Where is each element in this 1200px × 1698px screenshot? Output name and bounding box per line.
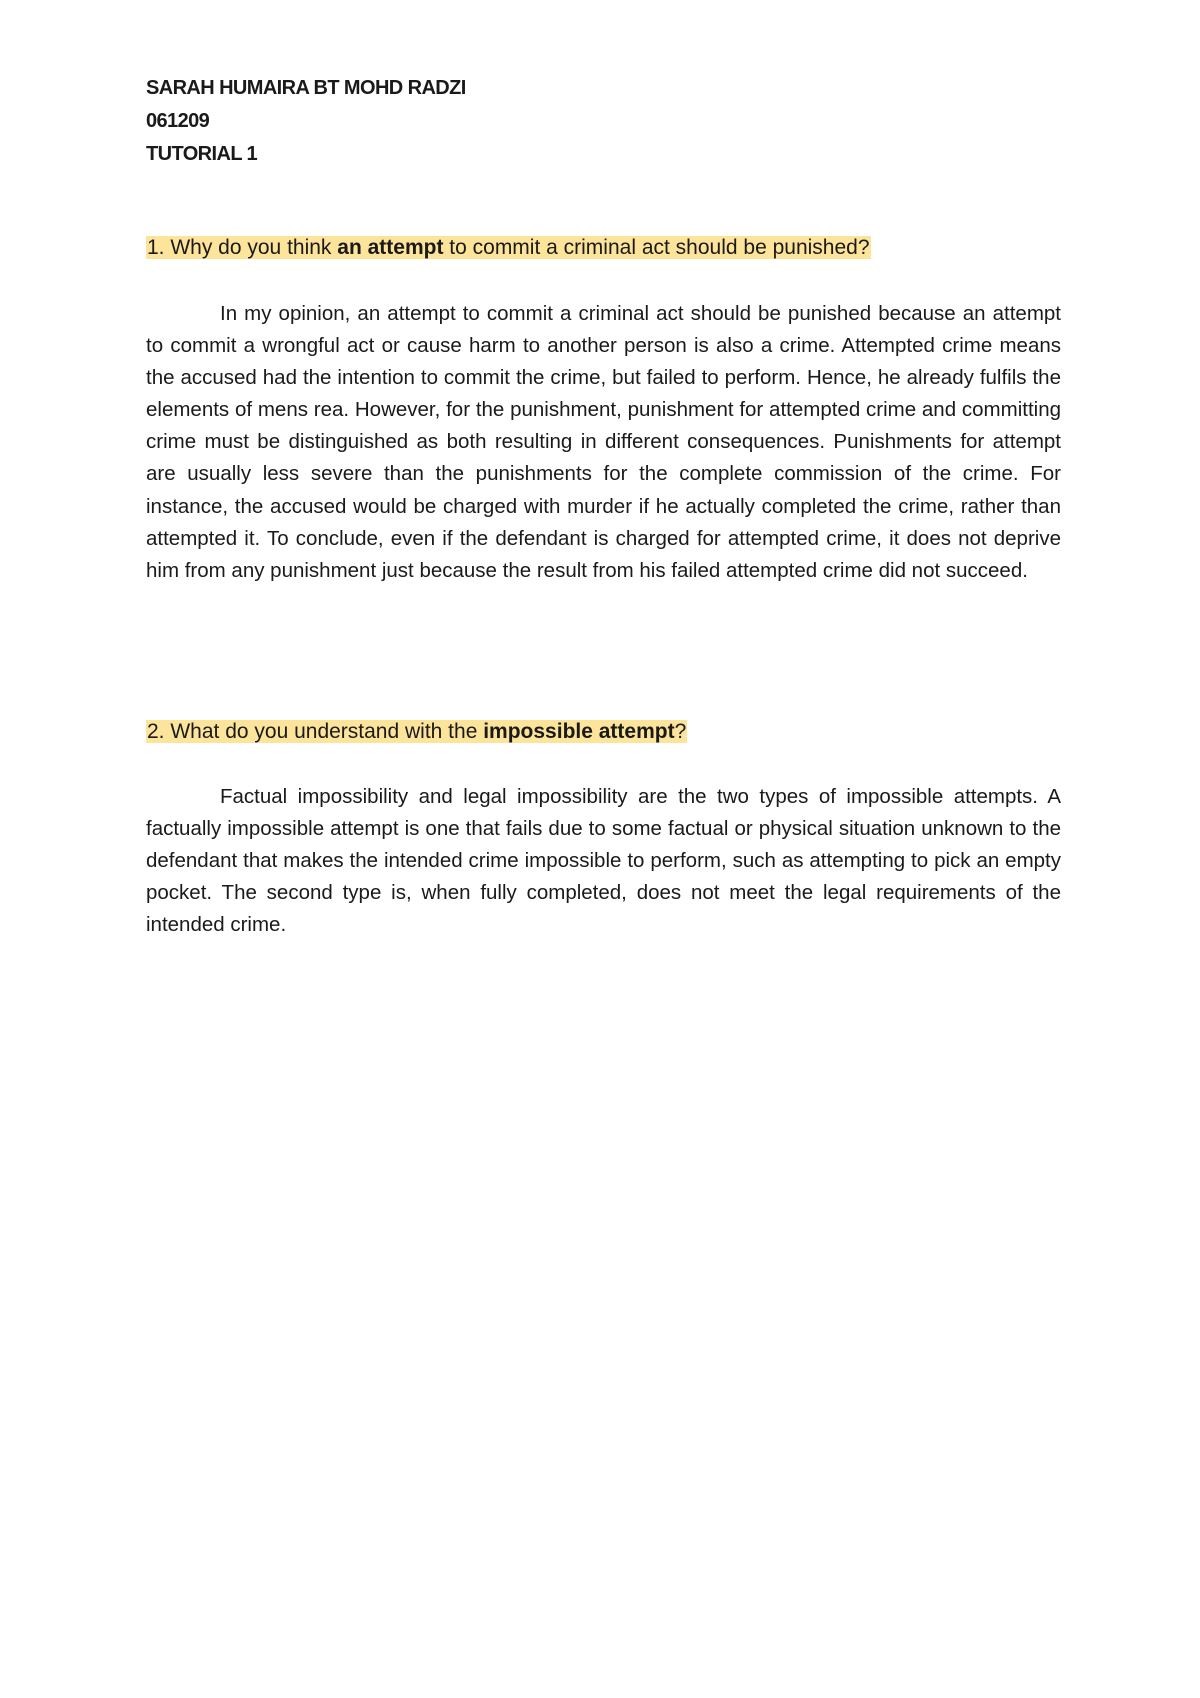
question-2-suffix: ? (674, 720, 687, 743)
question-1 (146, 234, 871, 262)
question-1-suffix: to commit a criminal act should be punished? (443, 236, 870, 259)
question-2-keyword: impossible attempt (483, 720, 675, 743)
document-header (146, 72, 466, 171)
question-2-highlight (146, 720, 687, 743)
question-2-prefix: 2. What do you understand with the (147, 720, 484, 743)
student-name: SARAH HUMAIRA BT MOHD RADZI (146, 77, 466, 99)
answer-1: In my opinion, an attempt to commit a criminal act should be punished because an attempt to commit a wrongful act or cause harm to another person is also a crime. Attempted crime means the accused had the intention to commit the crime, but failed to perform. Hence, he already fulfils the elements of mens rea. However, for the punishment, punishment for attempted crime and committing crime must be distinguished as both resulting in different consequences. Punishments for attempt are usually less severe than the punishments for the complete commission of the crime. For instance, the accused would be charged with murder if he actually completed the crime, rather than attempted it. To conclude, even if the defendant is charged for attempted crime, it does not deprive him from any punishment just because the result from his failed attempted crime did not succeed. (146, 302, 1061, 582)
answer-2: Factual impossibility and legal impossibility are the two types of impossible attempts. A factually impossible attempt is one that fails due to some factual or physical situation unknown to the defendant that makes the intended crime impossible to perform, such as attempting to pick an empty pocket. The second type is, when fully completed, does not meet the legal requirements of the intended crime. (146, 785, 1061, 937)
question-1-highlight (146, 236, 871, 259)
question-2 (146, 718, 687, 746)
tutorial-title: TUTORIAL 1 (146, 143, 258, 165)
question-1-keyword: an attempt (337, 236, 444, 259)
question-1-prefix: 1. Why do you think (147, 236, 338, 259)
student-id: 061209 (146, 110, 210, 132)
